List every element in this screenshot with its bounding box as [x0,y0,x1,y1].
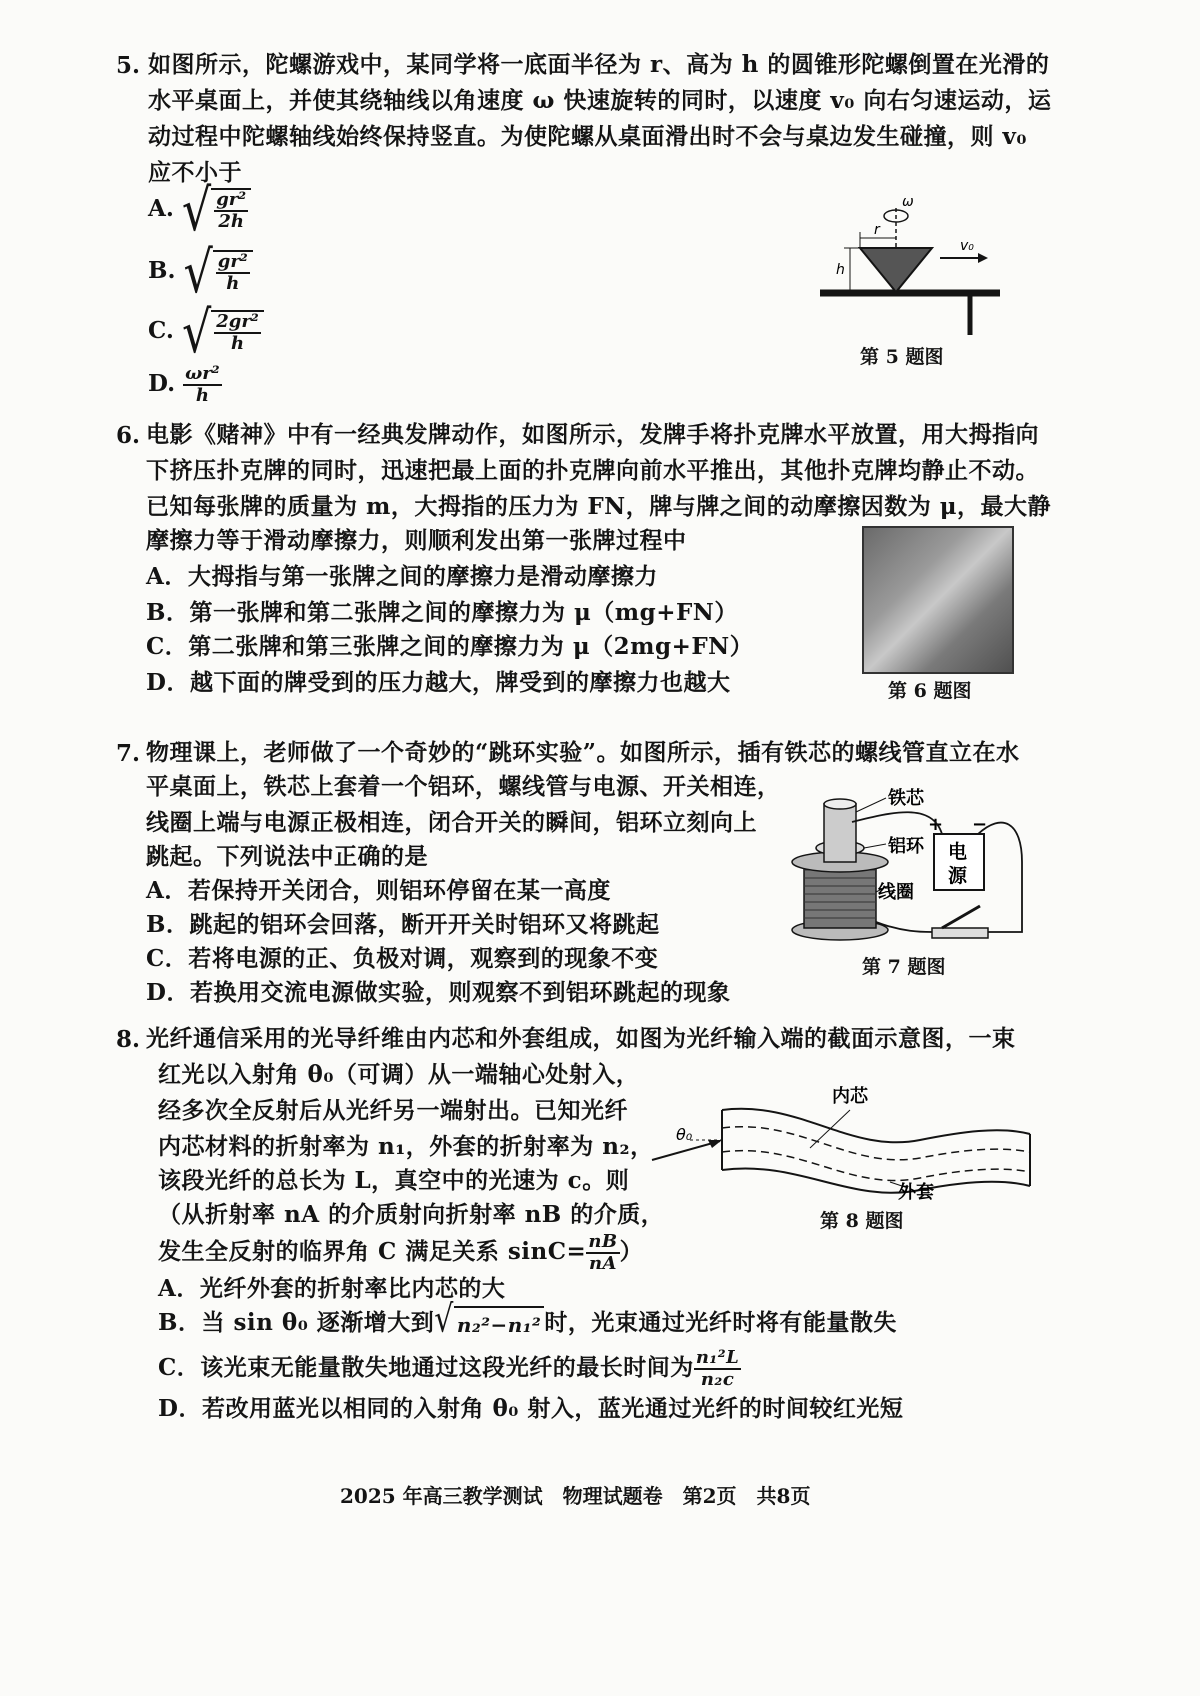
fraction [694,1348,742,1390]
fraction-denominator: 2h [218,211,244,232]
question-number: 8. [116,1026,141,1053]
fraction-denominator: h [226,273,240,294]
question-text-line: 电影《赌神》中有一经典发牌动作，如图所示，发牌手将扑克牌水平放置，用大拇指向 [146,421,1039,448]
question-text-line: 应不小于 [148,159,242,186]
option-a: A．光纤外套的折射率比内芯的大 [158,1275,506,1302]
height-label: h [836,262,845,278]
sqrt-expression: √ $\frac{\text{2gr²}}{h}$ [182,310,264,354]
omega-label: ω [902,194,914,210]
fraction-numerator: nB [588,1231,618,1252]
figure-caption: 第 6 题图 [888,680,972,702]
option-b: B．跳起的铝环会回落，断开开关时铝环又将跳起 [146,911,660,938]
optical-fiber-figure [650,1074,1040,1204]
option-b-text: 时，光束通过光纤时将有能量散失 [544,1309,897,1336]
figure-caption: 第 8 题图 [820,1210,904,1232]
option-c-text: C．该光束无能量散失地通过这段光纤的最长时间为 [158,1354,694,1381]
question-text-line: 如图所示，陀螺游戏中，某同学将一底面半径为 r、高为 h 的圆锥形陀螺倒置在光滑的 [148,51,1050,78]
fraction-numerator: gr² [217,251,248,272]
radius-label: r [874,222,880,238]
option-a [148,176,251,244]
option-d [148,364,222,406]
question-number: 7. [116,740,141,767]
figure-caption: 第 5 题图 [860,346,944,368]
option-a: A．若保持开关闭合，则铝环停留在某一高度 [146,877,611,904]
fraction [586,1232,619,1274]
spinning-top-figure [810,190,1010,340]
option-label: C. [148,317,174,344]
question-text-line: 线圈上端与电源正极相连，闭合开关的瞬间，铝环立刻向上 [146,809,757,836]
question-text-line: 光纤通信采用的光导纤维由内芯和外套组成，如图为光纤输入端的截面示意图，一束 [146,1025,1016,1052]
sqrt-expression: √ $\frac{\text{gr²}}{h}$ [183,250,252,294]
core-label: 内芯 [832,1086,868,1107]
positive-terminal-label: + [928,814,944,835]
fraction-denominator: nA [588,1253,618,1274]
question-text-line: 动过程中陀螺轴线始终保持竖直。为使陀螺从桌面滑出时不会与桌边发生碰撞，则 v₀ [148,123,1027,150]
question-text-line: 红光以入射角 θ₀（可调）从一端轴心处射入， [158,1061,640,1088]
fraction [183,364,222,406]
option-d: D．若换用交流电源做实验，则观察不到铝环跳起的现象 [146,979,731,1006]
option-c [158,1348,741,1390]
fraction-denominator: n₂c [700,1369,735,1390]
question-text-line: 物理课上，老师做了一个奇妙的“跳环实验”。如图所示，插有铁芯的螺线管直立在水 [146,739,1020,766]
option-d: D．越下面的牌受到的压力越大，牌受到的摩擦力也越大 [146,669,731,696]
question-number: 5. [116,52,141,79]
fraction-numerator: gr² [216,189,247,210]
negative-terminal-label: − [972,814,988,835]
fraction-numerator: n₁²L [695,1347,740,1368]
question-number: 6. [116,422,141,449]
question-text-line: 水平桌面上，并使其绕轴线以角速度 ω 快速旋转的同时，以速度 v₀ 向右匀速运动，运 [148,87,1052,114]
fraction-denominator: h [230,333,245,354]
question-text-line: 下挤压扑克牌的同时，迅速把最上面的扑克牌向前水平推出，其他扑克牌均静止不动。 [146,457,1039,484]
option-b [158,1297,897,1342]
question-text-line: 平桌面上，铁芯上套着一个铝环，螺线管与电源、开关相连， [146,773,781,800]
power-source-label: 源 [948,865,968,887]
option-d: D．若改用蓝光以相同的入射角 θ₀ 射入，蓝光通过光纤的时间较红光短 [158,1395,904,1422]
iron-core-label: 铁芯 [888,788,924,809]
question-text-line: 经多次全反射后从光纤另一端射出。已知光纤 [158,1097,628,1124]
jumping-ring-figure [782,782,1032,957]
question-text-line: 已知每张牌的质量为 m，大拇指的压力为 FN，牌与牌之间的动摩擦因数为 μ，最大静 [146,493,1052,520]
option-b [148,238,253,306]
question-text-line: 该段光纤的总长为 L，真空中的光速为 c。则 [158,1167,630,1194]
sqrt-expression: √ n₂²−n₁² [434,1306,544,1342]
option-c: C．若将电源的正、负极对调，观察到的现象不变 [146,945,659,972]
option-c: C．第二张牌和第三张牌之间的摩擦力为 μ（2mg+FN） [146,633,754,660]
fraction-numerator: ωr² [185,363,220,384]
critical-angle-text: 发生全反射的临界角 C 满足关系 sinC= [158,1238,587,1265]
question-text-line: 摩擦力等于滑动摩擦力，则顺利发出第一张牌过程中 [146,527,687,554]
closing-paren: ） [619,1238,644,1265]
option-b-text: B．当 sin θ₀ 逐渐增大到 [158,1309,435,1336]
option-c [148,298,264,366]
page-footer: 2025 年高三教学测试 物理试题卷 第2页 共8页 [340,1484,811,1508]
question-text-line [158,1232,643,1274]
figure-caption: 第 7 题图 [862,956,946,978]
option-label: A. [148,195,174,222]
radicand: n₂²−n₁² [454,1306,544,1342]
fraction-numerator: 2gr² [216,311,259,332]
question-text-line: （从折射率 nA 的介质射向折射率 nB 的介质， [158,1201,665,1228]
fraction-denominator: h [195,385,209,406]
option-label: D. [148,370,176,397]
card-dealing-photo [862,526,1014,674]
coil-label: 线圈 [878,882,914,903]
question-text-line: 内芯材料的折射率为 n₁，外套的折射率为 n₂， [158,1133,654,1160]
sqrt-expression: √ $\frac{\text{gr²}}{2h}$ [182,188,251,232]
velocity-label: v₀ [960,238,974,254]
theta-label: θ₀ [676,1125,693,1144]
power-source-label: 电 [948,841,968,863]
option-label: B. [148,257,176,284]
question-text-line: 跳起。下列说法中正确的是 [146,843,428,870]
option-b: B．第一张牌和第二张牌之间的摩擦力为 μ（mg+FN） [146,599,738,626]
option-a: A．大拇指与第一张牌之间的摩擦力是滑动摩擦力 [146,563,658,590]
cladding-label: 外套 [898,1182,934,1203]
aluminium-ring-label: 铝环 [888,836,924,857]
